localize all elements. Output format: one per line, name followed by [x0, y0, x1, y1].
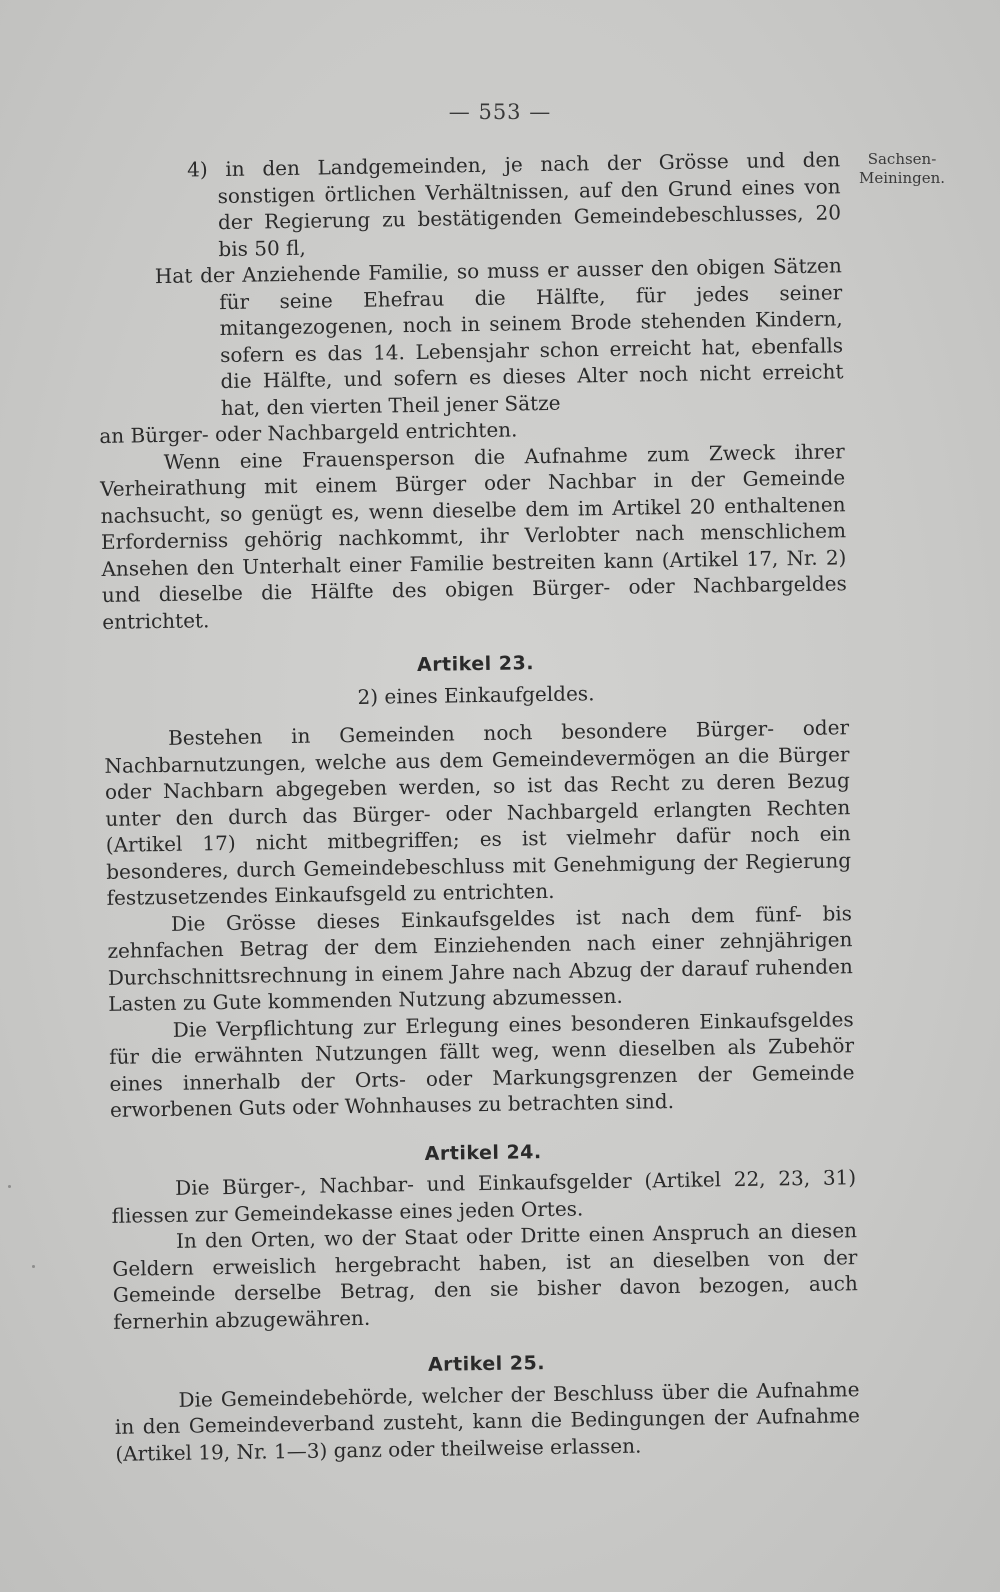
list-item-4: 4) in den Landgemeinden, je nach der Grösse und den sonstigen örtlichen Verhältnissen, auf den Grund eines von der Regierung zu bestätigenden Gemeindebeschlusses, 20 bis 50 fl, — [187, 147, 842, 261]
article-24-paragraph-2: In den Orten, wo der Staat oder Dritte einen Anspruch an diesen Geldern erweislich hergebracht haben, ist an dieselben von der Gemeinde derselbe Betrag, den sie bisher davon bezogen, auch fernerhin abzugewähren. — [112, 1218, 858, 1334]
margin-note-line2: Meiningen. — [858, 169, 946, 187]
margin-note-line1: Sachsen- — [867, 150, 937, 168]
paragraph-family-clause: Hat der Anziehende Familie, so muss er ausser den obigen Sätzen für seine Ehefrau die Hälfte, für jedes seiner mitangezogenen, noch in seinem Brode stehenden Kindern, sofern es das 14. Lebensjahr schon erreicht hat, ebenfalls die Hälfte, und sofern es dieses Alter noch nicht erreicht hat, den vierten Theil jener Sätze — [154, 253, 844, 420]
page-number: — 553 — — [448, 100, 552, 124]
article-23-paragraph-2: Die Grösse dieses Einkaufsgeldes ist nach dem fünf- bis zehnfachen Betrag der dem Einziehenden nach einer zehnjährigen Durchschnittsrechnung in einem Jahre nach Abzug der darauf ruhenden Lasten zu Gute kommenden Nutzung abzumessen. — [107, 900, 853, 1016]
article-25-title: Artikel 25. — [427, 1352, 546, 1376]
margin-note — [852, 150, 952, 188]
article-25-paragraph-1: Die Gemeindebehörde, welcher der Beschluss über die Aufnahme in den Gemeindeverband zusteht, kann die Bedingungen der Aufnahme (Artikel 19, Nr. 1—3) ganz oder theilweise erlassen. — [114, 1376, 861, 1466]
paper-speck — [32, 1265, 35, 1268]
article-23-paragraph-3: Die Verpflichtung zur Erlegung eines besonderen Einkaufsgeldes für die erwähnten Nutzungen fällt weg, wenn dieselben als Zubehör eines innerhalb der Orts- oder Markungsgrenzen der Gemeinde erworbenen Guts oder Wohnhauses zu betrachten sind. — [108, 1006, 855, 1122]
article-24-paragraph-1: Die Bürger-, Nachbar- und Einkaufsgelder (Artikel 22, 23, 31) fliessen zur Gemeindekasse eines jeden Ortes. — [111, 1165, 857, 1228]
body-text — [95, 146, 860, 1467]
article-23-title: Artikel 23. — [416, 652, 535, 677]
paragraph-closing: an Bürger- oder Nachbargeld entrichten. — [99, 417, 518, 448]
paragraph-marriage: Wenn eine Frauensperson die Aufnahme zum Zweck ihrer Verheirathung mit einem Bürger oder Nachbar in der Gemeinde nachsucht, so genügt es, wenn dieselbe dem im Artikel 20 enthaltenen Erforderniss gehörig nachkommt, ihr Verlobter nach menschlichem Ansehen den Unterhalt einer Familie bestreiten kann (Artikel 17, Nr. 2) und dieselbe die Hälfte des obigen Bürger- oder Nachbargeldes entrichtet. — [100, 438, 847, 634]
article-24-title: Artikel 24. — [424, 1140, 542, 1165]
article-23-subtitle: 2) eines Einkaufgeldes. — [357, 680, 595, 709]
article-23-paragraph-1: Bestehen in Gemeinden noch besondere Bürger- oder Nachbarnutzungen, welche aus dem Gemeindevermögen an die Bürger oder Nachbarn abgegeben werden, so ist das Recht zu deren Bezug unter den durch das Bürger- oder Nachbargeld erlangten Rechten (Artikel 17) nicht mitbegriffen; es ist vielmehr dafür noch ein besonderes, durch Gemeindebeschluss mit Genehmigung der Regierung festzusetzendes Einkaufsgeld zu entrichten. — [104, 715, 852, 910]
paper-speck — [8, 1185, 11, 1188]
